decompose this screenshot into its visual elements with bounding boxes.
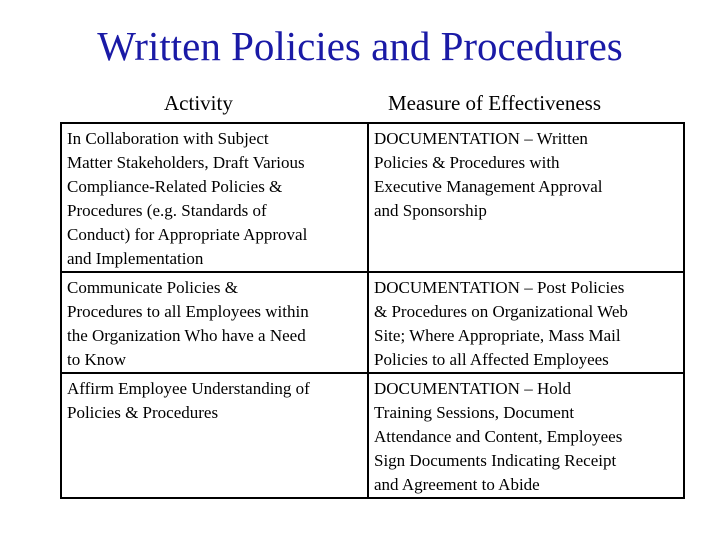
activity-cell — [61, 123, 368, 272]
activity-cell — [61, 373, 368, 498]
table-row — [61, 373, 684, 498]
page-title: Written Policies and Procedures — [97, 23, 623, 69]
column-header-measure: Measure of Effectiveness — [388, 91, 602, 115]
measure-cell — [368, 272, 684, 373]
table-row — [61, 123, 684, 272]
activity-cell — [61, 272, 368, 373]
measure-cell — [368, 123, 684, 272]
activity-text: Affirm Employee Understanding of Policies & Procedures — [67, 379, 310, 422]
table-row — [61, 272, 684, 373]
measure-cell — [368, 373, 684, 498]
measure-text: DOCUMENTATION – Post Policies & Procedures on Organizational Web Site; Where Appropriate, Mass Mail Policies to all Affected Employees — [374, 278, 628, 369]
policies-table — [60, 122, 685, 499]
measure-text: DOCUMENTATION – Written Policies & Procedures with Executive Management Approval and Sponsorship — [374, 129, 603, 220]
column-header-activity: Activity — [164, 91, 233, 115]
measure-text: DOCUMENTATION – Hold Training Sessions, Document Attendance and Content, Employees Sign Documents Indicating Receipt and Agreement to Abide — [374, 379, 623, 494]
activity-text: Communicate Policies & Procedures to all Employees within the Organization Who have a Need to Know — [67, 278, 309, 369]
activity-text: In Collaboration with Subject Matter Stakeholders, Draft Various Compliance-Related Policies & Procedures (e.g. Standards of Conduct) for Appropriate Approval and Implementation — [67, 129, 308, 268]
